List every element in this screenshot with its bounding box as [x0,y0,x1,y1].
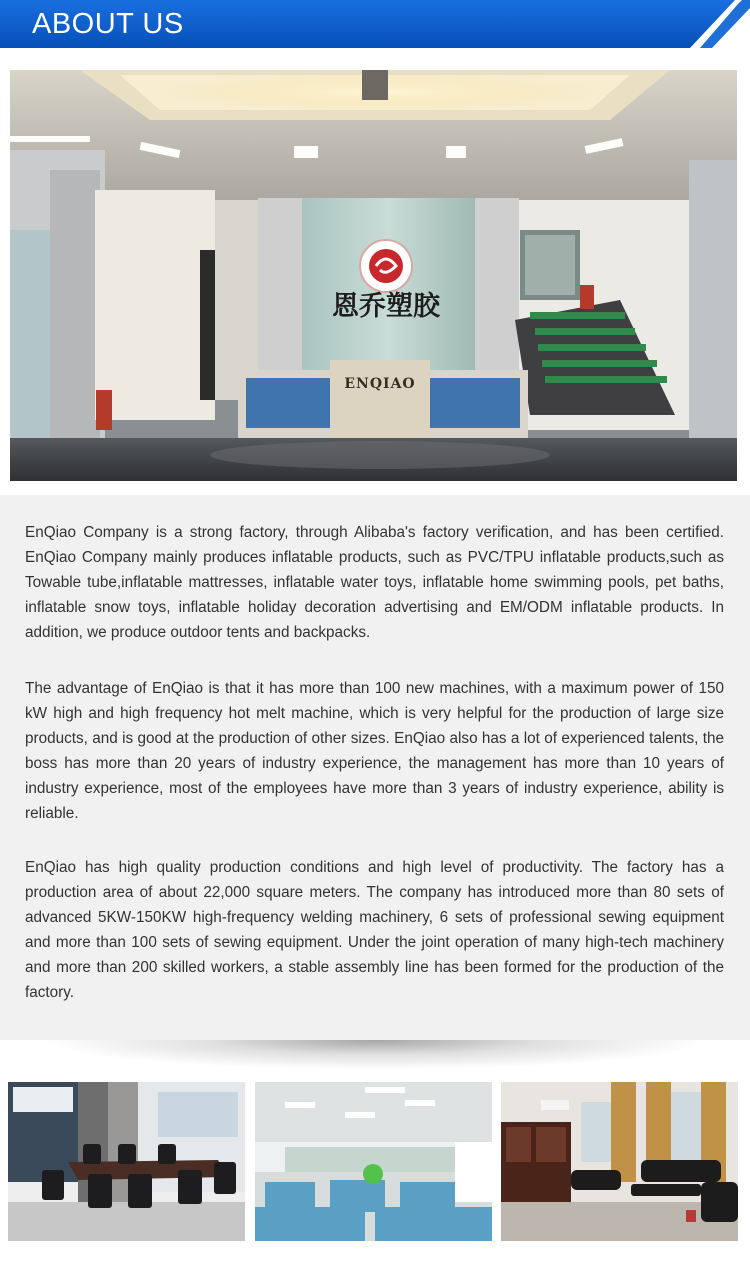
office-cubicles-photo [255,1082,492,1241]
company-description-panel [0,495,750,1040]
production-paragraph: EnQiao has high quality production conditions and high level of productivity. The factory has a production area of about 22,000 square meters. The company has introduced more than 80 sets of advanced 5KW-150KW high-frequency welding machinery, 6 sets of professional sewing equipment and more than 100 sets of sewing equipment. Under the joint operation of many high-tech machinery and more than 200 skilled workers, a stable assembly line has been formed for the production of the factory. [25,859,724,1001]
reception-lobby-photo [10,70,737,481]
hero-sign-english: ENQIAO [344,376,416,392]
about-us-header [0,0,750,48]
meeting-room-photo [8,1082,245,1241]
page-title: ABOUT US [32,8,184,40]
hero-sign-chinese: 恩乔塑胶 [332,291,440,322]
advantage-paragraph: The advantage of EnQiao is that it has more than 100 new machines, with a maximum power of 150 kW high and high frequency hot melt machine, which is very helpful for the production of large size products, and is good at the production of other sizes. EnQiao also has a lot of experienced talents, the boss has more than 20 years of industry experience, the management has more than 10 years of industry experience, most of the employees have more than 3 years of industry experience, ability is reliable. [25,680,724,822]
executive-office-photo [501,1082,738,1241]
shadow-divider [40,1040,710,1070]
intro-paragraph: EnQiao Company is a strong factory, through Alibaba's factory verification, and has been certified. EnQiao Company mainly produces inflatable products, such as PVC/TPU inflatable products,such as Towable tube,inflatable mattresses, inflatable water toys, inflatable home swimming pools, pet baths, inflatable snow toys, inflatable holiday decoration advertising and EM/ODM inflatable products. In addition, we produce outdoor tents and backpacks. [25,524,724,641]
